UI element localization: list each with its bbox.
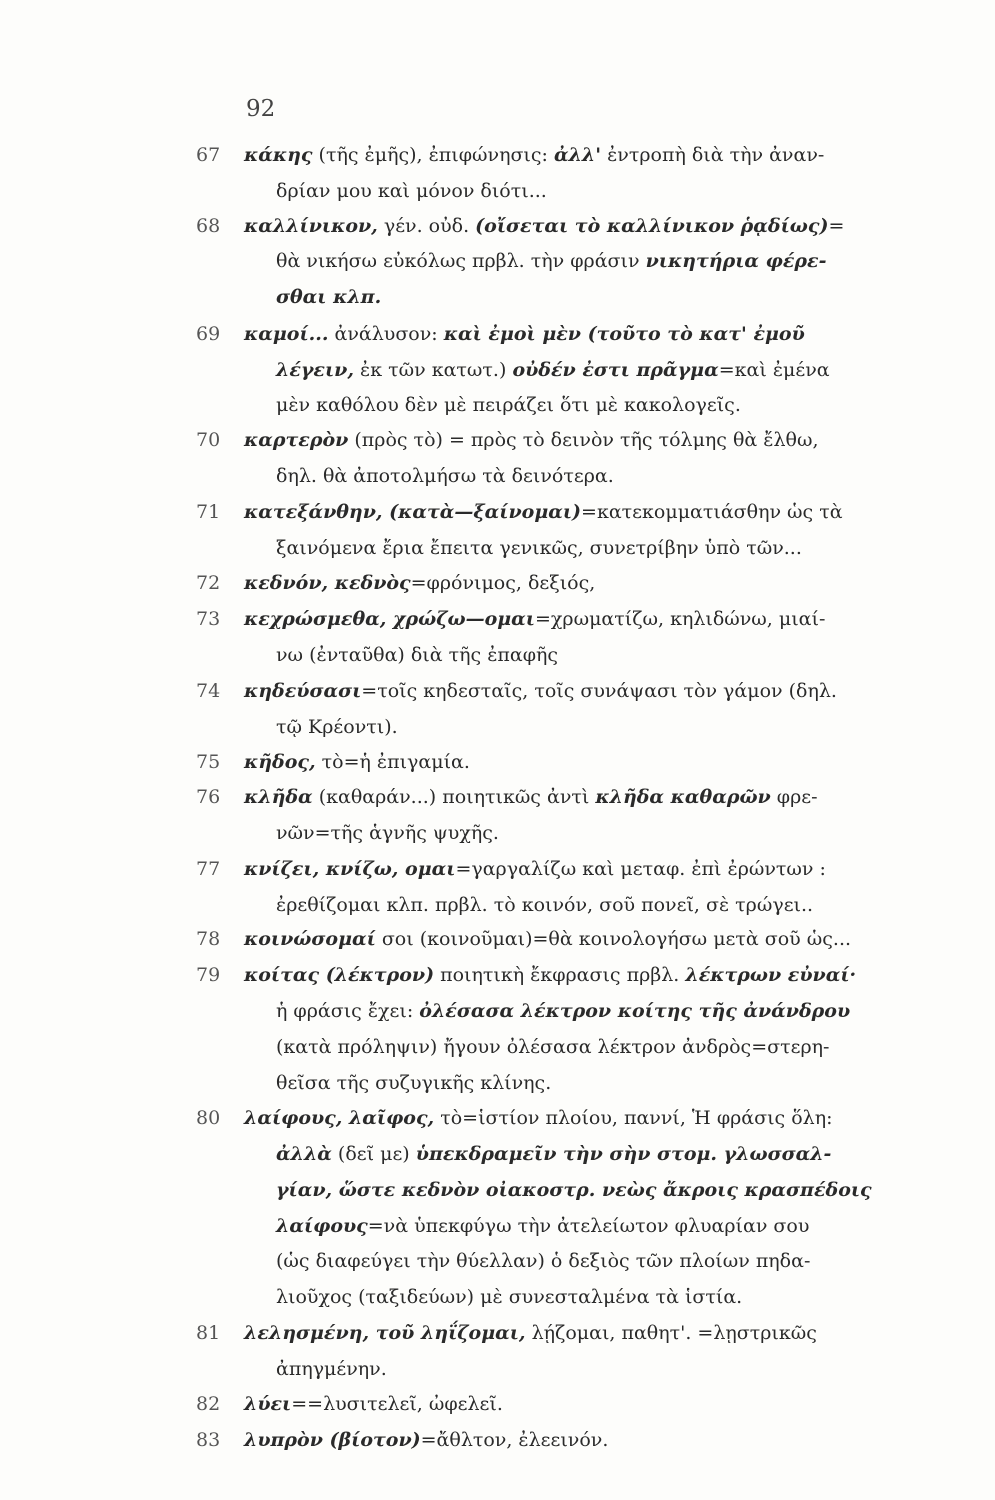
entry-line: λιοῦχος (ταξιδεύων) μὲ συνεσταλμένα τὰ ἱστία.	[276, 1286, 743, 1308]
entry-line: λαίφους=νὰ ὑπεκφύγω τὴν ἀτελείωτον φλυαρίαν σου	[276, 1215, 810, 1237]
entry-line: τῷ Κρέοντι).	[276, 716, 398, 738]
entry-line: σθαι κλπ.	[276, 286, 382, 308]
entry-number: 82	[196, 1393, 221, 1415]
entry-number: 78	[196, 928, 221, 950]
entry-number: 73	[196, 608, 221, 630]
entry-line: λαίφους, λαῖφος, τὸ=ἱστίον πλοίου, παννί, Ἡ φράσις ὅλη:	[244, 1107, 833, 1129]
entry-number: 67	[196, 144, 221, 166]
entry-line: μὲν καθόλου δὲν μὲ πειράζει ὅτι μὲ κακολογεῖς.	[276, 394, 741, 416]
entry-line: ξαινόμενα ἔρια ἔπειτα γενικῶς, συνετρίβην ὑπὸ τῶν...	[276, 537, 802, 559]
entry-line: λελησμένη, τοῦ ληΐζομαι, λῄζομαι, παθητ'. =λῃστρικῶς	[244, 1322, 817, 1344]
entry-line: ἐρεθίζομαι κλπ. πρβλ. τὸ κοινόν, σοῦ πονεῖ, σὲ τρώγει..	[276, 894, 814, 916]
entry-line: κλῆδα (καθαράν...) ποιητικῶς ἀντὶ κλῆδα καθαρῶν φρε-	[244, 786, 818, 808]
entry-line: κοίτας (λέκτρον) ποιητικὴ ἔκφρασις πρβλ. λέκτρων εὐναί·	[244, 964, 857, 986]
entry-line: κατεξάνθην, (κατὰ—ξαίνομαι)=κατεκομματιάσθην ὡς τὰ	[244, 501, 843, 523]
entry-line: θεῖσα τῆς συζυγικῆς κλίνης.	[276, 1072, 552, 1094]
entry-line: κεχρώσμεθα, χρώζω—ομαι=χρωματίζω, κηλιδώνω, μιαί-	[244, 608, 826, 630]
entry-line: δρίαν μου καὶ μόνον διότι...	[276, 180, 547, 202]
entry-line: κοινώσομαί σοι (κοινοῦμαι)=θὰ κοινολογήσω μετὰ σοῦ ὡς...	[244, 928, 852, 950]
entry-line: κῆδος, τὸ=ἡ ἐπιγαμία.	[244, 751, 470, 773]
entry-line: (ὡς διαφεύγει τὴν θύελλαν) ὁ δεξιὸς τῶν πλοίων πηδα-	[276, 1250, 811, 1272]
entry-line: νω (ἐνταῦθα) διὰ τῆς ἐπαφῆς	[276, 644, 559, 666]
entry-number: 71	[196, 501, 221, 523]
entry-number: 69	[196, 323, 221, 345]
entry-line: θὰ νικήσω εὐκόλως πρβλ. τὴν φράσιν νικητήρια φέρε-	[276, 250, 827, 272]
entry-number: 68	[196, 215, 221, 237]
entry-number: 79	[196, 964, 221, 986]
entry-line: γίαν, ὥστε κεδνὸν οἰακοστρ. νεὼς ἄκροις κρασπέδοις	[276, 1179, 872, 1201]
entry-line: (κατὰ πρόληψιν) ἤγουν ὀλέσασα λέκτρον ἀνδρὸς=στερη-	[276, 1036, 830, 1058]
entry-line: ἀλλὰ (δεῖ με) ὑπεκδραμεῖν τὴν σὴν στομ. γλωσσαλ-	[276, 1143, 832, 1165]
entry-number: 75	[196, 751, 221, 773]
entry-line: κηδεύσασι=τοῖς κηδεσταῖς, τοῖς συνάψασι τὸν γάμον (δηλ.	[244, 680, 837, 702]
entry-line: κεδνόν, κεδνὸς=φρόνιμος, δεξιός,	[244, 572, 596, 594]
page-number: 92	[246, 96, 276, 122]
entry-line: ἡ φράσις ἔχει: ὀλέσασα λέκτρον κοίτης τῆς ἀνάνδρου	[276, 1000, 851, 1022]
entry-line: καμοί... ἀνάλυσον: καὶ ἐμοὶ μὲν (τοῦτο τὸ κατ' ἐμοῦ	[244, 323, 805, 345]
entry-number: 70	[196, 429, 221, 451]
entry-line: δηλ. θὰ ἀποτολμήσω τὰ δεινότερα.	[276, 465, 614, 487]
entry-line: καλλίνικον, γέν. οὐδ. (οἴσεται τὸ καλλίνικον ῥᾳδίως)=	[244, 215, 845, 237]
entry-number: 77	[196, 858, 221, 880]
entry-line: ἀπηγμένην.	[276, 1358, 387, 1380]
entry-line: κάκης (τῆς ἐμῆς), ἐπιφώνησις: ἀλλ' ἐντροπὴ διὰ τὴν ἀναν-	[244, 144, 825, 166]
entry-number: 72	[196, 572, 221, 594]
entry-number: 74	[196, 680, 221, 702]
entry-number: 81	[196, 1322, 221, 1344]
entry-number: 80	[196, 1107, 221, 1129]
entry-line: κνίζει, κνίζω, ομαι=γαργαλίζω καὶ μεταφ. ἐπὶ ἐρώντων :	[244, 858, 826, 880]
entry-line: λέγειν, ἐκ τῶν κατωτ.) οὐδέν ἐστι πρᾶγμα=καὶ ἐμένα	[276, 359, 830, 381]
entry-number: 76	[196, 786, 221, 808]
entry-line: λυπρὸν (βίοτον)=ἄθλτον, ἐλεεινόν.	[244, 1429, 609, 1451]
entry-line: λύει==λυσιτελεῖ, ὠφελεῖ.	[244, 1393, 503, 1415]
entry-line: καρτερὸν (πρὸς τὸ) = πρὸς τὸ δεινὸν τῆς τόλμης θὰ ἔλθω,	[244, 429, 819, 451]
entry-number: 83	[196, 1429, 221, 1451]
entry-line: νῶν=τῆς ἁγνῆς ψυχῆς.	[276, 822, 499, 844]
